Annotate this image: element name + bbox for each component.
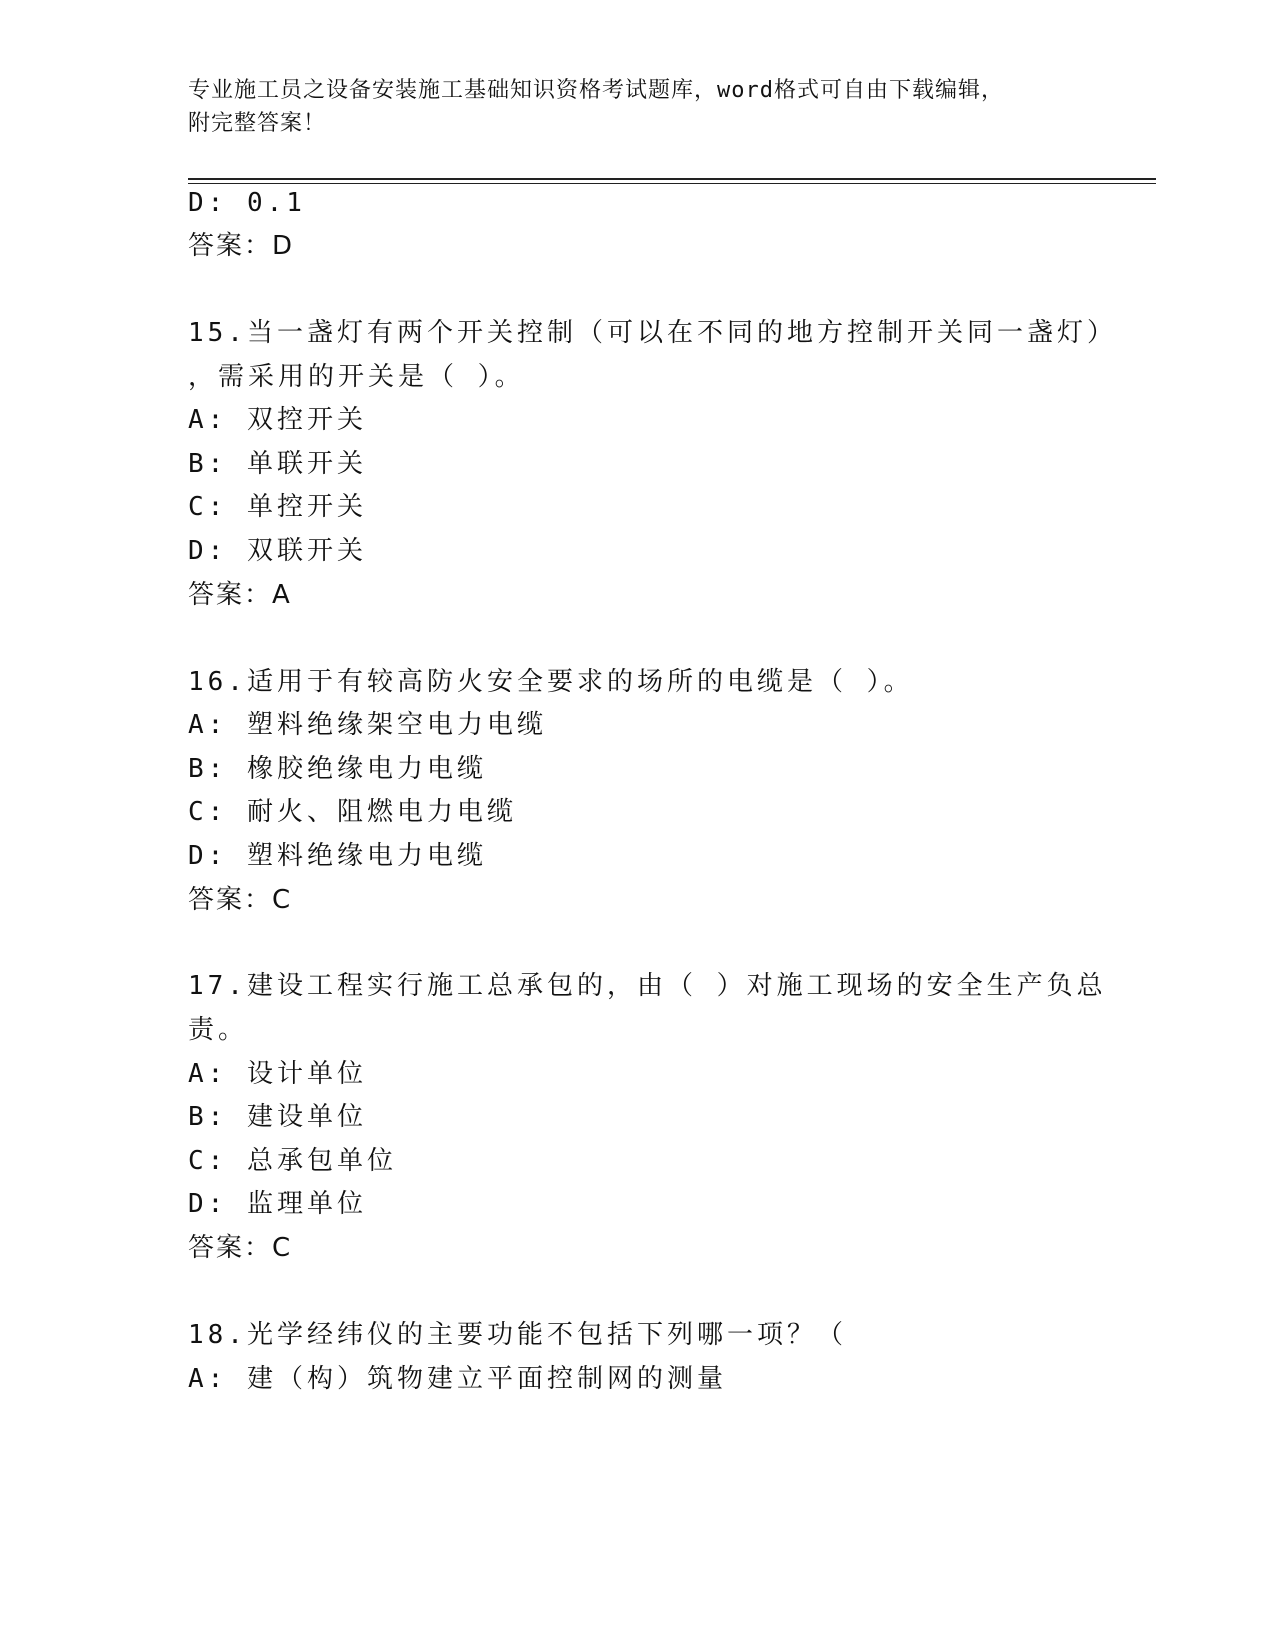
answer-label: 答案： [188,1233,273,1263]
answer-value: D [272,231,295,261]
question-stem: 16.适用于有较高防火安全要求的场所的电缆是（ ）。 [188,667,914,697]
option-a: A: 设计单位 [188,1059,367,1089]
document-header [188,74,1068,140]
option-a: A: 塑料绝缘架空电力电缆 [188,710,547,740]
option-b: B: 橡胶绝缘电力电缆 [188,754,487,784]
header-divider-thin [188,183,1156,184]
answer-line [188,578,292,612]
option-c: C: 总承包单位 [188,1146,397,1176]
answer-line [188,883,292,917]
question-stem: 18.光学经纬仪的主要功能不包括下列哪一项？（ [188,1320,847,1350]
header-divider [188,178,1156,180]
option-c: C: 单控开关 [188,492,367,522]
answer-label: 答案： [188,885,273,915]
question-stem: 15.当一盏灯有两个开关控制（可以在不同的地方控制开关同一盏灯） [188,318,1117,348]
option-a: A: 建（构）筑物建立平面控制网的测量 [188,1364,727,1394]
answer-value: A [272,580,292,610]
option-c: C: 耐火、阻燃电力电缆 [188,797,517,827]
option-b: B: 单联开关 [188,449,367,479]
option-d: D: 塑料绝缘电力电缆 [188,841,487,871]
answer-line [188,1231,292,1265]
answer-value: C [272,1233,293,1263]
header-line-2: 附完整答案！ [188,111,327,136]
answer-label: 答案： [188,231,273,261]
option-a: A: 双控开关 [188,405,367,435]
option-d: D: 0.1 [188,188,306,218]
answer-line [188,229,294,263]
question-stem-continued: ，需采用的开关是（ ）。 [188,362,525,392]
answer-value: C [272,885,293,915]
option-d: D: 监理单位 [188,1189,367,1219]
question-stem: 17.建设工程实行施工总承包的，由（ ）对施工现场的安全生产负总 [188,971,1107,1001]
option-b: B: 建设单位 [188,1102,367,1132]
header-line-1: 专业施工员之设备安装施工基础知识资格考试题库，word格式可自由下载编辑， [188,78,1004,103]
option-d: D: 双联开关 [188,536,367,566]
answer-label: 答案： [188,580,273,610]
question-stem-continued: 责。 [188,1015,249,1045]
